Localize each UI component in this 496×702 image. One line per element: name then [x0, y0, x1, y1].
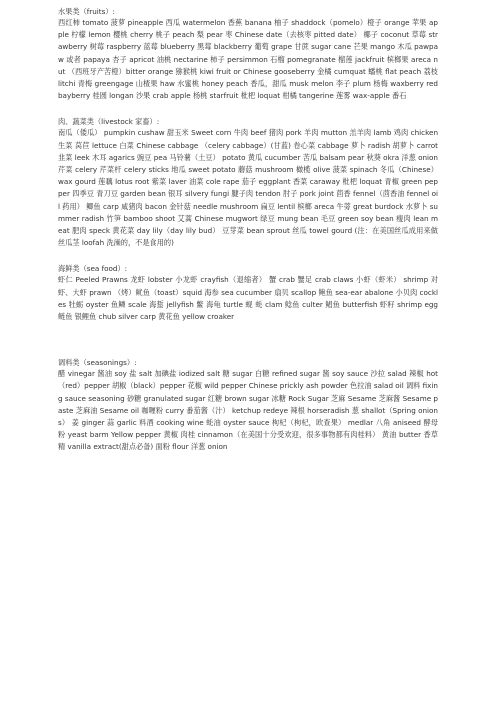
- vegetables-section: [58, 116, 438, 249]
- seasonings-paragraph: 醋 vinegar 酱油 soy 盐 salt 加碘盐 iodized salt 糖 sugar 白糖 refined sugar 酱 soy sauce 沙拉 salad 辣椒 hot（red）pepper 胡椒（black）pepper 花椒 wild pepper Chinese prickly ash powder 色拉油 salad oil 调料 fixing sauce seasoning 砂糖 granulated sugar 红糖 brown sugar 冰糖 Rock Sugar 芝麻 Sesame 芝麻酱 Sesame paste 芝麻油 Sesame oil 咖喱粉 curry 番茄酱（汁） ketchup redeye 辣根 horseradish 葱 shallot（Spring onions） 姜 ginger 蒜 garlic 料酒 cooking wine 蚝油 oyster sauce 枸杞（枸杞，欧查果） medlar 八角 aniseed 酵母粉 yeast barm Yellow pepper 黄椒 肉桂 cinnamon（在美国十分受欢迎，很多事物都有肉桂料） 黄油 butter 香草精 vanilla extract(甜点必备) 面粉 flour 洋葱 onion: [58, 369, 438, 452]
- fruits-section: [58, 6, 438, 102]
- seafood-section: [58, 263, 438, 323]
- vegetables-paragraph: 南瓜（倭瓜） pumpkin cushaw 甜玉米 Sweet corn 牛肉 beef 猪肉 pork 羊肉 mutton 羔羊肉 lamb 鸡肉 chicken 生菜 莴苣 lettuce 白菜 Chinese cabbage （celery cabbage）(甘蓝) 卷心菜 cabbage 萝卜 radish 胡萝卜 carrot 韭菜 leek 木耳 agarics 豌豆 pea 马铃薯（土豆） potato 黄瓜 cucumber 苦瓜 balsam pear 秋葵 okra 洋葱 onion 芹菜 celery 芹菜杆 celery sticks 地瓜 sweet potato 蘑菇 mushroom 橄榄 olive 菠菜 spinach 冬瓜（Chinese）wax gourd 莲藕 lotus root 紫菜 laver 油菜 cole rape 茄子 eggplant 香菜 caraway 枇杷 loquat 青椒 green pepper 四季豆 青刀豆 garden bean 银耳 silvery fungi 腱子肉 tendon 肘子 pork joint 茴香 fennel（茴香油 fennel oil 药用） 鲫鱼 carp 咸猪肉 bacon 金针菇 needle mushroom 扁豆 lentil 槟榔 areca 牛蒡 great burdock 水萝卜 summer radish 竹笋 bamboo shoot 艾蒿 Chinese mugwort 绿豆 mung bean 毛豆 green soy bean 瘦肉 lean meat 肥肉 speck 黄花菜 day lily（day lily bud） 豆芽菜 bean sprout 丝瓜 towel gourd (注：在美国丝瓜成用来做丝瓜茎 loofah 洗澡的，不是食用的): [58, 128, 438, 248]
- seasonings-heading: 调料类（seasonings）:: [58, 358, 137, 368]
- fruits-heading: 水果类（fruits）:: [58, 7, 115, 16]
- seafood-heading: 海鲜类（sea food）:: [58, 264, 128, 274]
- vegetables-heading: 肉、蔬菜类（livestock 家畜）:: [58, 117, 160, 127]
- seafood-paragraph: 虾仁 Peeled Prawns 龙虾 lobster 小龙虾 crayfish（退缩者） 蟹 crab 蟹足 crab claws 小虾（虾米） shrimp 对虾、大虾 prawn （烤）鱿鱼（toast）squid 海参 sea cucumber 扇贝 scallop 鲍鱼 sea-ear abalone 小贝肉 cockles 牡蛎 oyster 鱼鳞 scale 海蜇 jellyfish 鳖 海龟 turtle 蚬 蚝 clam 鲶鱼 culter 鲳鱼 butterfish 虾籽 shrimp egg 鲢鱼 银鲤鱼 chub silver carp 黄花鱼 yellow croaker: [58, 275, 438, 322]
- fruits-paragraph: 西红柿 tomato 菠萝 pineapple 西瓜 watermelon 香蕉 banana 柚子 shaddock（pomelo）橙子 orange 苹果 apple 柠檬 lemon 樱桃 cherry 桃子 peach 梨 pear 枣 Chinese date（去核枣 pitted date） 椰子 coconut 草莓 strawberry 树莓 raspberry 蓝莓 blueberry 黑莓 blackberry 葡萄 grape 甘蔗 sugar cane 芒果 mango 木瓜 pawpaw 或者 papaya 杏子 apricot 油桃 nectarine 柿子 persimmon 石榴 pomegranate 榴莲 jackfruit 槟榔果 areca nut （西班牙产苦橙）bitter orange 猕猴桃 kiwi fruit or Chinese gooseberry 金橘 cumquat 蟠桃 flat peach 荔枝 litchi 青梅 greengage 山楂果 haw 水蜜桃 honey peach 香瓜，甜瓜 musk melon 李子 plum 杨梅 waxberry red bayberry 桂圆 longan 沙果 crab apple 杨桃 starfruit 枇杷 loquat 柑橘 tangerine 莲雾 wax-apple 番石: [58, 18, 438, 101]
- seasonings-section: [58, 357, 438, 453]
